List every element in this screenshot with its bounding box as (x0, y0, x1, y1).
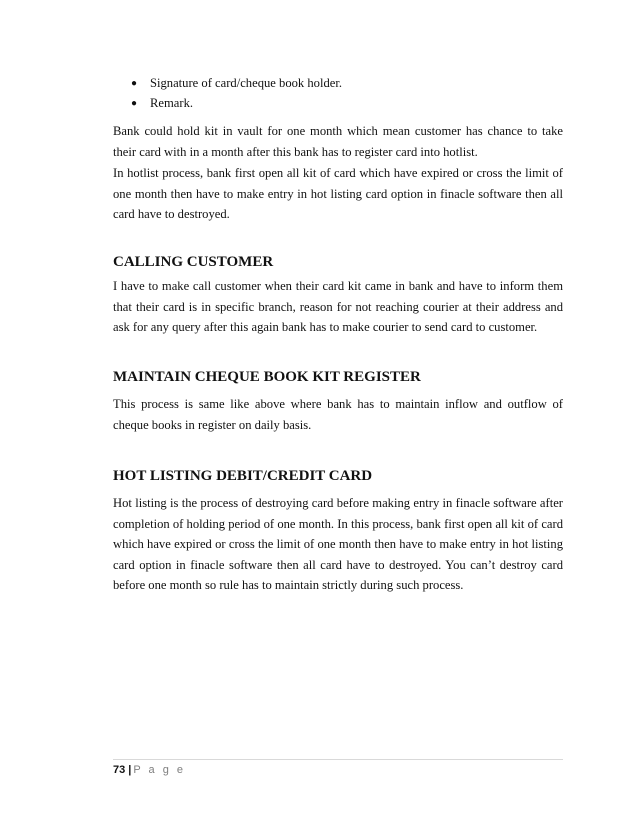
section-body-hot-listing: Hot listing is the process of destroying card before making entry in finacle software after completion of holding period of one month. In this process, bank first open all kit of card which have expired or cross the limit of one month then have to make entry in hot listing card option in finacle software then all card have to destroyed. You can’t destroy card before one month so rule has to maintain strictly during such process. (113, 496, 563, 592)
bullet-icon: ● (131, 97, 138, 109)
list-item (131, 94, 342, 114)
footer-separator: | (128, 764, 132, 776)
page-number: 73 (113, 764, 126, 776)
page-label: P a g e (133, 764, 186, 776)
section-heading-hot-listing: HOT LISTING DEBIT/CREDIT CARD (113, 468, 373, 484)
section-heading-calling-customer: CALLING CUSTOMER (113, 254, 274, 270)
footer-divider (113, 759, 563, 760)
list-item-text: Remark. (150, 95, 194, 110)
section-heading-cheque-register: MAINTAIN CHEQUE BOOK KIT REGISTER (113, 369, 421, 385)
section-body-calling-customer: I have to make call customer when their card kit came in bank and have to inform them that their card is in specific branch, reason for not reaching courier at their address and ask for any query after this again bank has to make courier to send card to customer. (113, 279, 563, 334)
list-item (131, 74, 342, 94)
section-body-cheque-register: This process is same like above where bank has to maintain inflow and outflow of cheque books in register on daily basis. (113, 397, 563, 432)
bullet-icon: ● (131, 78, 138, 89)
hotlist-process-paragraph: In hotlist process, bank first open all kit of card which have expired or cross the limit of one month then have to make entry in hot listing card option in finacle software then all card have to destroyed. (113, 166, 563, 221)
list-item-text: Signature of card/cheque book holder. (150, 76, 342, 90)
page-footer (113, 763, 186, 777)
bullet-list (131, 74, 342, 113)
vault-paragraph: Bank could hold kit in vault for one month which mean customer has chance to take their card with in a month after this bank has to register card into hotlist. (113, 124, 563, 159)
